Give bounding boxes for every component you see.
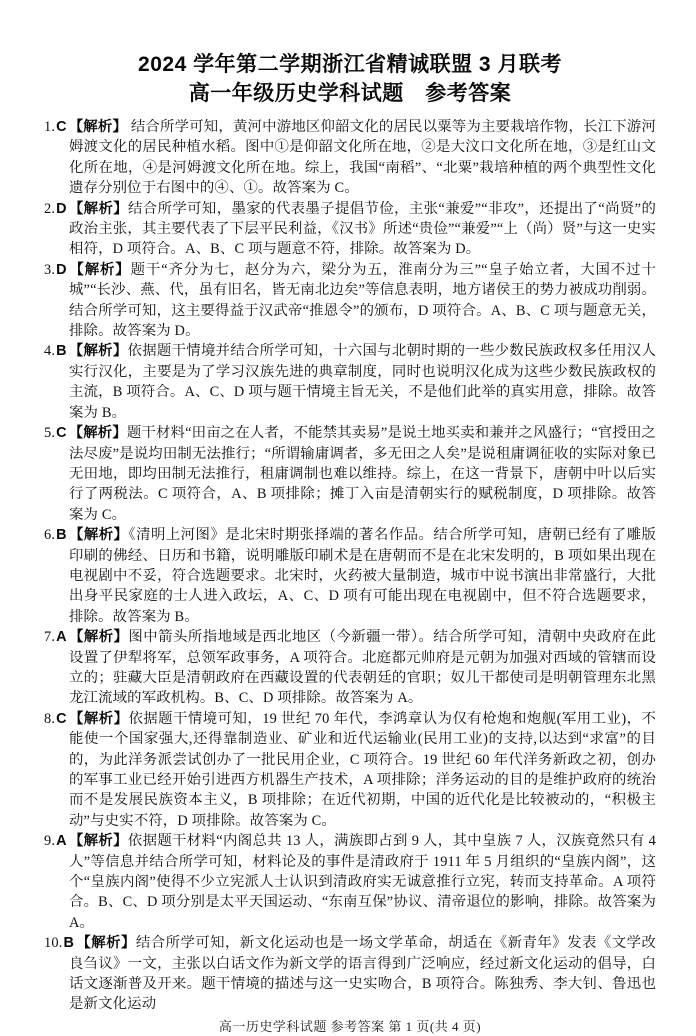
answers-list bbox=[44, 117, 656, 1015]
analysis-text: 依据题干情境并结合所学可知，十六国与北朝时期的一些少数民族政权多任用汉人实行汉化，主要是为了学习汉族先进的典章制度，同时也说明汉化成为这些少数民族政权的主流，B 项符合。A、C、D 项与题干情境主旨无关，不是他们此举的真实用意，排除。故答案为 B。 bbox=[69, 343, 657, 421]
answer-letter: C bbox=[56, 119, 67, 135]
analysis-label: 【解析】 bbox=[68, 527, 129, 544]
answer-number: 1. bbox=[44, 119, 56, 135]
analysis-text: 结合所学可知，新文化运动也是一场文学革命，胡适在《新青年》发表《文学改良刍议》一文，主张以白话文作为新文学的语言得到广泛响应，经过新文化运动的倡导，白话文逐渐普及开来。题干情境的描述与这一史实吻合，B 项符合。陈独秀、李大钊、鲁迅也是新文化运动 bbox=[69, 935, 656, 1013]
answer-item bbox=[44, 831, 656, 933]
analysis-label: 【解析】 bbox=[68, 833, 128, 850]
analysis-text: 题干材料“田亩之在人者，不能禁其卖易”是说土地买卖和兼并之风盛行；“官授田之法尽废”是说均田制无法推行；“所谓输庸调者，多无田之人矣”是说租庸调征收的实际对象已无田地，即均田制无法推行，租庸调制也难以维持。综上，在这一背景下，唐朝中叶以后实行了两税法。C 项符合，A、B 项排除；摊丁入亩是清朝实行的赋税制度，D 项排除。故答案为 C。 bbox=[69, 425, 656, 523]
answer-letter: B bbox=[56, 527, 67, 544]
answer-number: 4. bbox=[44, 343, 56, 360]
analysis-text: 结合所学可知，墨家的代表墨子提倡节俭，主张“兼爱”“非攻”，还提出了“尚贤”的政治主张，其主要代表了下层平民利益，《汉书》所述“贵俭”“兼爱”“上（尚）贤”与这一史实相符，D 项符合。A、B、C 项与题意不符，排除。故答案为 D。 bbox=[69, 200, 656, 258]
analysis-text: 《清明上河图》是北宋时期张择端的著名作品。结合所学可知，唐朝已经有了雕版印刷的佛经、日历和书籍，说明雕版印刷术是在唐朝而不是在北宋发明的，B 项如果出现在电视剧中不妥，符合选题要求。北宋时，火药被大量制造，城市中说书演出非常盛行，大批出身平民家庭的士人进入政坛，A、C、D 项有可能出现在电视剧中，但不符合选题要求，排除。故答案为 B。 bbox=[69, 527, 656, 625]
answer-letter: D bbox=[56, 261, 67, 278]
answer-letter: B bbox=[56, 343, 67, 360]
answer-item bbox=[44, 199, 656, 260]
answer-number: 5. bbox=[44, 425, 56, 442]
document-title-line2: 高一年级历史学科试题 参考答案 bbox=[188, 82, 512, 105]
answer-letter: C bbox=[56, 425, 67, 442]
answer-item bbox=[44, 627, 656, 709]
answer-number: 10. bbox=[44, 935, 63, 952]
analysis-label: 【解析】 bbox=[68, 200, 129, 217]
analysis-text: 题干“齐分为七，赵分为六，梁分为五，淮南分为三”“皇子始立者，大国不过十城”“长沙、燕、代，虽有旧名，皆无南北边矣”等信息表明，地方诸侯王的势力被成功削弱。结合所学可知，这主要得益于汉武帝“推恩令”的颁布，D 项符合。A、B、C 项与题意无关，排除。故答案为 D。 bbox=[69, 261, 656, 340]
answer-letter: B bbox=[63, 935, 74, 952]
analysis-label: 【解析】 bbox=[68, 425, 127, 442]
analysis-label: 【解析】 bbox=[68, 629, 129, 646]
answer-item bbox=[44, 709, 656, 831]
answer-item bbox=[44, 423, 656, 525]
analysis-label: 【解析】 bbox=[68, 119, 128, 135]
analysis-label: 【解析】 bbox=[76, 935, 136, 952]
answer-number: 3. bbox=[44, 261, 56, 278]
document-title-line1: 2024 学年第二学期浙江省精诚联盟 3 月联考 bbox=[138, 53, 562, 76]
answer-number: 7. bbox=[44, 629, 56, 646]
answer-letter: C bbox=[56, 710, 67, 727]
answer-number: 6. bbox=[44, 527, 56, 544]
answer-number: 2. bbox=[44, 200, 56, 217]
answer-item bbox=[44, 341, 656, 423]
answer-item bbox=[44, 525, 656, 627]
answer-letter: A bbox=[56, 833, 67, 850]
page-footer: 高一历史学科试题 参考答案 第 1 页(共 4 页) bbox=[218, 1018, 482, 1034]
analysis-label: 【解析】 bbox=[68, 710, 129, 727]
analysis-text: 结合所学可知，黄河中游地区仰韶文化的居民以粟等为主要栽培作物，长江下游河姆渡文化的居民种植水稻。图中①是仰韶文化所在地，②是大汶口文化所在地，③是红山文化所在地，④是河姆渡文化所在地。综上，我国“南稻”、“北粟”栽培种植的两个典型性文化遗存分别位于右图中的④、①。故答案为 C。 bbox=[69, 119, 656, 197]
answer-number: 9. bbox=[44, 833, 56, 850]
answer-item bbox=[44, 260, 656, 342]
analysis-text: 依据题干情境可知，19 世纪 70 年代，李鸿章认为仅有枪炮和炮舰(军用工业)，不能使一个国家强大,还得靠制造业、矿业和近代运输业(民用工业)的支持,以达到“求富”的目的，为此洋务派尝试创办了一批民用企业，C 项符合。19 世纪 60 年代洋务新政之初，创办的军事工业已经开始引进西方机器生产技术，A 项排除；洋务运动的目的是维护政府的统治而不是发展民族资本主义，B 项排除；在近代初期，中国的近代化是比较被动的，“积极主动”与史实不符，D 项排除。故答案为 C。 bbox=[69, 710, 656, 829]
answer-item bbox=[44, 933, 656, 1015]
answer-letter: A bbox=[56, 629, 67, 646]
analysis-label: 【解析】 bbox=[68, 343, 128, 360]
answer-letter: D bbox=[56, 200, 67, 217]
analysis-text: 依据题干材料“内阁总共 13 人，满族即占到 9 人，其中皇族 7 人，汉族竟然只有 4 人”等信息并结合所学可知，材料论及的事件是清政府于 1911 年 5 月组织的“皇族内阁”，这个“皇族内阁”使得不少立宪派人士认识到清政府实无诚意推行立宪，转而支持革命。A 项符合。B、C、D 项分别是太平天国运动、“东南互保”协议、清帝退位的影响，排除。故答案为 A。 bbox=[69, 833, 656, 931]
analysis-label: 【解析】 bbox=[68, 261, 131, 278]
analysis-text: 图中箭头所指地域是西北地区（今新疆一带）。结合所学可知，清朝中央政府在此设置了伊犁将军，总领军政事务，A 项符合。北庭都元帅府是元朝为加强对西域的管辖而设立的；驻藏大臣是清朝政府在西藏设置的代表朝廷的官职；奴儿干都使司是明朝管理东北黑龙江流域的军政机构。B、C、D 项排除。故答案为 A。 bbox=[69, 629, 656, 707]
answer-number: 8. bbox=[44, 710, 56, 727]
answer-item bbox=[44, 117, 656, 199]
